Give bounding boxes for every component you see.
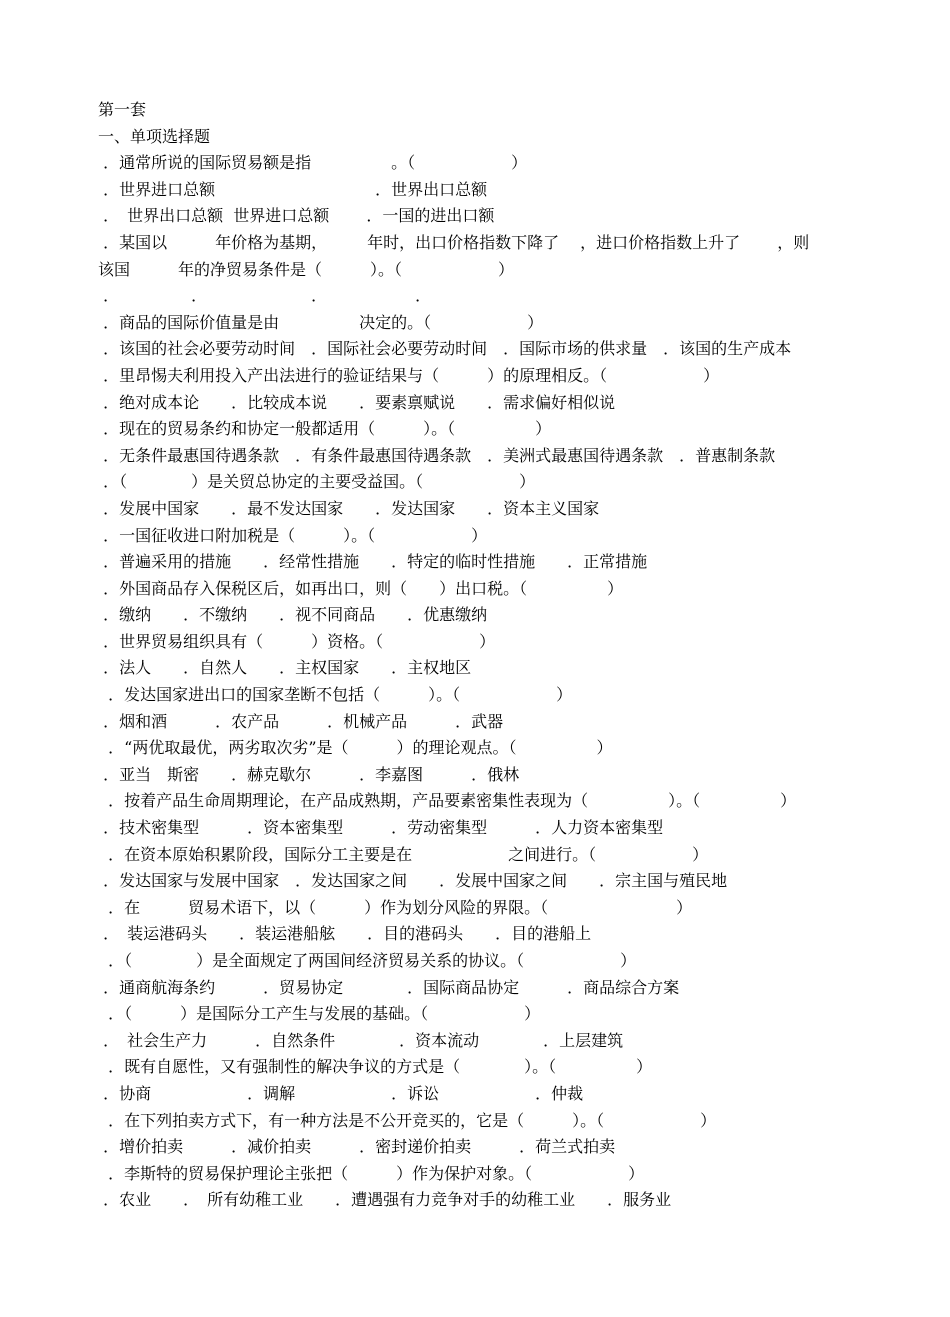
question-line: ．在资本原始积累阶段，国际分工主要是在 之间进行。（ ） bbox=[98, 844, 709, 864]
option-line: ．增价拍卖 ．减价拍卖 ．密封递价拍卖 ．荷兰式拍卖 bbox=[98, 1137, 616, 1157]
option-line: ．世界进口总额 ．世界出口总额 bbox=[98, 179, 488, 199]
question-line: ．一国征收进口附加税是（ ）。（ ） bbox=[98, 525, 488, 545]
option-line: ．缴纳 ．不缴纳 ．视不同商品 ．优惠缴纳 bbox=[98, 605, 488, 625]
question-line: ．某国以 年价格为基期， 年时，出口价格指数下降了 ，进口价格指数上升了 ，则 bbox=[98, 232, 810, 252]
question-line: ．在下列拍卖方式下，有一种方法是不公开竞买的，它是（ ）。（ ） bbox=[98, 1110, 717, 1130]
question-line: ．世界贸易组织具有（ ）资格。（ ） bbox=[98, 631, 496, 651]
question-line: ．商品的国际价值量是由 决定的。（ ） bbox=[98, 312, 544, 332]
option-line: ． 世界出口总额 世界进口总额 ．一国的进出口额 bbox=[98, 206, 495, 226]
question-line: ．（ ）是关贸总协定的主要受益国。（ ） bbox=[98, 472, 536, 492]
option-line: ． ． ． ． bbox=[98, 286, 432, 306]
question-line: ．既有自愿性，又有强制性的解决争议的方式是（ ）。（ ） bbox=[98, 1057, 653, 1077]
option-line: ．无条件最惠国待遇条款 ．有条件最惠国待遇条款 ．美洲式最惠国待遇条款 ．普惠制条款 bbox=[98, 445, 776, 465]
option-line: ．普遍采用的措施 ．经常性措施 ．特定的临时性措施 ．正常措施 bbox=[98, 552, 648, 572]
question-line: ．发达国家进出口的国家垄断不包括（ ）。（ ） bbox=[98, 685, 573, 705]
question-line: ．外国商品存入保税区后，如再出口，则（ ）出口税。（ ） bbox=[98, 578, 624, 598]
option-line: ．协商 ．调解 ．诉讼 ．仲裁 bbox=[98, 1083, 584, 1103]
option-line: ．法人 ．自然人 ．主权国家 ．主权地区 bbox=[98, 658, 472, 678]
question-line: ．现在的贸易条约和协定一般都适用（ ）。（ ） bbox=[98, 419, 552, 439]
option-line: ． 装运港码头 ．装运港船舷 ．目的港码头 ．目的港船上 bbox=[98, 924, 592, 944]
document-body bbox=[98, 97, 888, 1214]
option-line: ．发达国家与发展中国家 ．发达国家之间 ．发展中国家之间 ．宗主国与殖民地 bbox=[98, 871, 728, 891]
question-line: ．（ ）是全面规定了两国间经济贸易关系的协议。（ ） bbox=[98, 951, 637, 970]
option-line: ．绝对成本论 ．比较成本说 ．要素禀赋说 ．需求偏好相似说 bbox=[98, 392, 616, 412]
section-title: 一、单项选择题 bbox=[98, 126, 211, 146]
option-line: ． 社会生产力 ．自然条件 ．资本流动 ．上层建筑 bbox=[98, 1030, 624, 1050]
option-line: ．农业 ． 所有幼稚工业 ．遭遇强有力竞争对手的幼稚工业 ．服务业 bbox=[98, 1190, 672, 1210]
question-line-continued: 该国 年的净贸易条件是（ ）。（ ） bbox=[98, 259, 515, 279]
question-line: ．在 贸易术语下，以（ ）作为划分风险的界限。（ ） bbox=[98, 897, 693, 917]
option-line: ．该国的社会必要劳动时间 ．国际社会必要劳动时间 ．国际市场的供求量 ．该国的生产成本 bbox=[98, 339, 792, 359]
option-line: ．亚当 斯密 ．赫克歇尔 ．李嘉图 ．俄林 bbox=[98, 764, 520, 784]
option-line: ．技术密集型 ．资本密集型 ．劳动密集型 ．人力资本密集型 bbox=[98, 818, 664, 838]
option-line: ．通商航海条约 ．贸易协定 ．国际商品协定 ．商品综合方案 bbox=[98, 977, 680, 997]
question-line: ．李斯特的贸易保护理论主张把（ ）作为保护对象。（ ） bbox=[98, 1163, 645, 1183]
question-line: ．通常所说的国际贸易额是指 。（ ） bbox=[98, 153, 528, 173]
set-title: 第一套 bbox=[98, 100, 147, 119]
question-line: ．里昂惕夫利用投入产出法进行的验证结果与（ ）的原理相反。（ ） bbox=[98, 365, 720, 385]
question-line: ．（ ）是国际分工产生与发展的基础。（ ） bbox=[98, 1004, 541, 1024]
question-line: ．按着产品生命周期理论，在产品成熟期，产品要素密集性表现为（ ）。（ ） bbox=[98, 791, 797, 811]
option-line: ．烟和酒 ．农产品 ．机械产品 ．武器 bbox=[98, 711, 504, 731]
option-line: ．发展中国家 ．最不发达国家 ．发达国家 ．资本主义国家 bbox=[98, 498, 600, 518]
question-line: ．“两优取最优，两劣取次劣”是（ ）的理论观点。（ ） bbox=[98, 738, 613, 758]
